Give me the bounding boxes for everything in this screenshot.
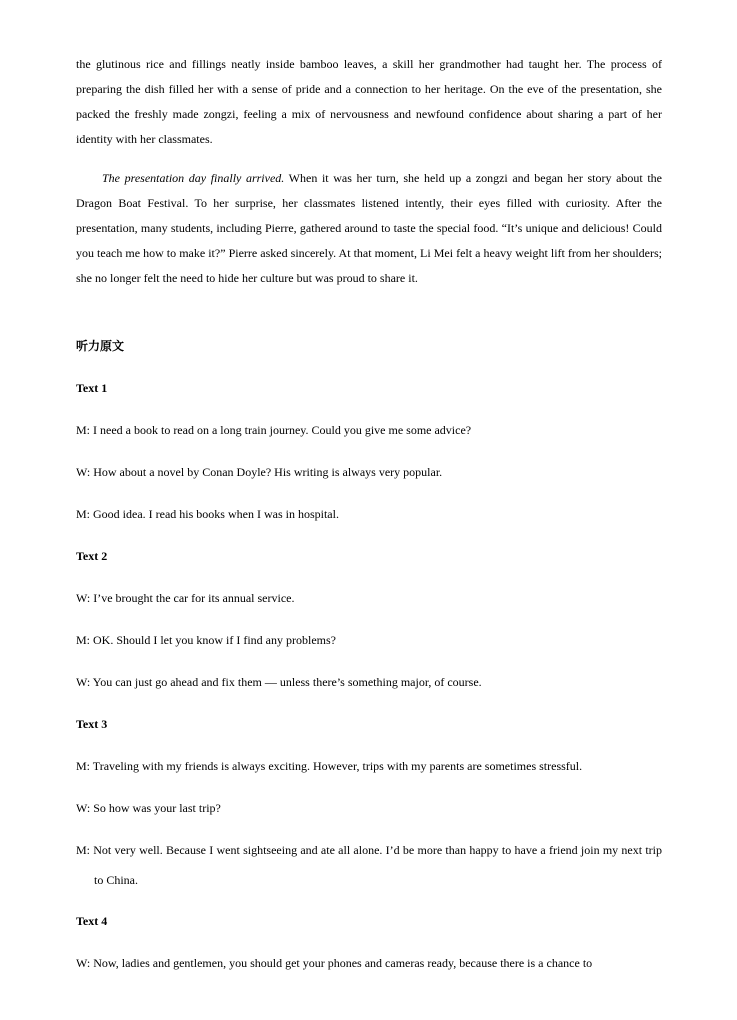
text-3-line-3: M: Not very well. Because I went sightseeing and ate all alone. I’d be more than happy to have a friend join my next trip to China. — [76, 843, 662, 887]
text-2-line-3: W: You can just go ahead and fix them — unless there’s something major, of course. — [76, 675, 482, 689]
text-4-line-1: W: Now, ladies and gentlemen, you should get your phones and cameras ready, because there is a chance to — [76, 956, 593, 970]
text-1-line-3: M: Good idea. I read his books when I was in hospital. — [76, 507, 339, 521]
text-2-line-1: W: I’ve brought the car for its annual service. — [76, 591, 295, 605]
story-paragraph-2 — [76, 166, 662, 291]
text-1-line-2: W: How about a novel by Conan Doyle? His writing is always very popular. — [76, 465, 443, 479]
story-italic-sentence: The presentation day finally arrived. — [102, 171, 285, 185]
text-4-title: Text 4 — [76, 914, 108, 928]
text-2-line-2: M: OK. Should I let you know if I find any problems? — [76, 633, 336, 647]
text-3-title: Text 3 — [76, 717, 108, 731]
text-1-line-1: M: I need a book to read on a long train journey. Could you give me some advice? — [76, 423, 472, 437]
story-paragraph-2-rest: When it was her turn, she held up a zongzi and began her story about the Dragon Boat Festival. To her surprise, her classmates listened intently, their eyes filled with curiosity. After the presentation, many students, including Pierre, gathered around to taste the special food. “It’s unique and delicious! Could you teach me how to make it?” Pierre asked sincerely. At that moment, Li Mei felt a heavy weight lift from her shoulders; she no longer felt the need to hide her culture but was proud to share it. — [76, 171, 662, 285]
story-paragraph-1: the glutinous rice and fillings neatly inside bamboo leaves, a skill her grandmother had taught her. The process of preparing the dish filled her with a sense of pride and a connection to her heritage. On the eve of the presentation, she packed the freshly made zongzi, feeling a mix of nervousness and newfound confidence about sharing a part of her identity with her classmates. — [76, 57, 662, 146]
text-2-title: Text 2 — [76, 549, 108, 563]
section-title: 听力原文 — [76, 339, 125, 353]
text-1-title: Text 1 — [76, 381, 108, 395]
text-3-line-2: W: So how was your last trip? — [76, 801, 221, 815]
text-3-line-1: M: Traveling with my friends is always exciting. However, trips with my parents are sometimes stressful. — [76, 759, 583, 773]
